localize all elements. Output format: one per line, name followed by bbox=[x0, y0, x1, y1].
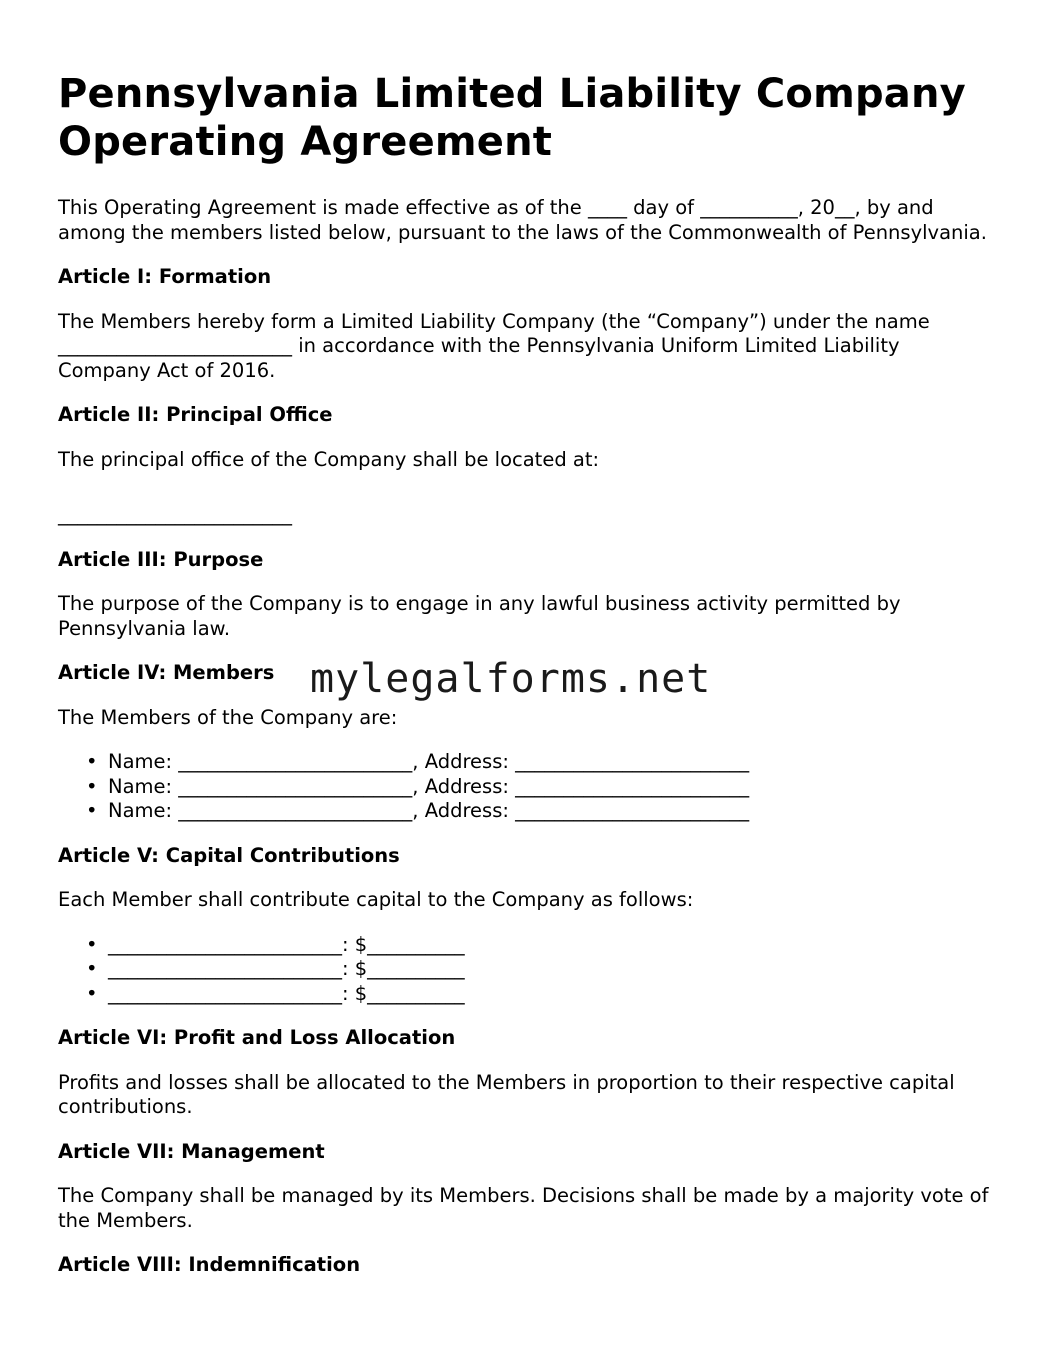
list-item: • ________________________: $__________ bbox=[108, 957, 998, 982]
list-item: • Name: ________________________, Address: ________________________ bbox=[108, 799, 998, 824]
article-7-body: The Company shall be managed by its Members. Decisions shall be made by a majority vote of the Members. bbox=[58, 1184, 989, 1232]
list-item: • Name: ________________________, Address: ________________________ bbox=[108, 775, 998, 800]
title-line-1: Pennsylvania Limited Liability Company bbox=[58, 71, 966, 117]
article-5-heading: Article V: Capital Contributions bbox=[58, 843, 400, 867]
document-title bbox=[58, 70, 998, 166]
list-item: • ________________________: $__________ bbox=[108, 933, 998, 958]
article-4-body: The Members of the Company are: bbox=[58, 705, 398, 729]
contributions-list bbox=[58, 933, 998, 1007]
watermark: mylegalforms.net bbox=[310, 656, 712, 702]
members-list bbox=[58, 750, 998, 824]
article-4-heading: Article IV: Members bbox=[58, 661, 275, 684]
article-2-body: The principal office of the Company shall be located at: bbox=[58, 447, 600, 471]
list-item: • Name: ________________________, Address: ________________________ bbox=[108, 750, 998, 775]
article-2-heading: Article II: Principal Office bbox=[58, 403, 333, 426]
title-line-2: Operating Agreement bbox=[58, 119, 553, 165]
article-7-heading: Article VII: Management bbox=[58, 1139, 325, 1163]
article-3-heading: Article III: Purpose bbox=[58, 547, 264, 571]
intro-paragraph: This Operating Agreement is made effective as of the ____ day of __________, 20__, by and among the members listed below, pursuant to the laws of the Commonwealth of Pennsylvania. bbox=[58, 196, 987, 244]
article-5-body: Each Member shall contribute capital to the Company as follows: bbox=[58, 888, 694, 911]
article-1-heading: Article I: Formation bbox=[58, 265, 272, 288]
article-1-body: The Members hereby form a Limited Liability Company (the “Company”) under the name ________________________ in accordance with the Pennsylvania Uniform Limited Liability Company Act of 2016. bbox=[58, 309, 930, 382]
article-8-heading: Article VIII: Indemnification bbox=[58, 1253, 361, 1276]
article-3-body: The purpose of the Company is to engage in any lawful business activity permitted by Pennsylvania law. bbox=[58, 592, 901, 640]
office-address-blank: ________________________ bbox=[58, 503, 292, 526]
article-6-body: Profits and losses shall be allocated to the Members in proportion to their respective capital contributions. bbox=[58, 1070, 955, 1118]
article-6-heading: Article VI: Profit and Loss Allocation bbox=[58, 1026, 456, 1049]
list-item: • ________________________: $__________ bbox=[108, 982, 998, 1007]
